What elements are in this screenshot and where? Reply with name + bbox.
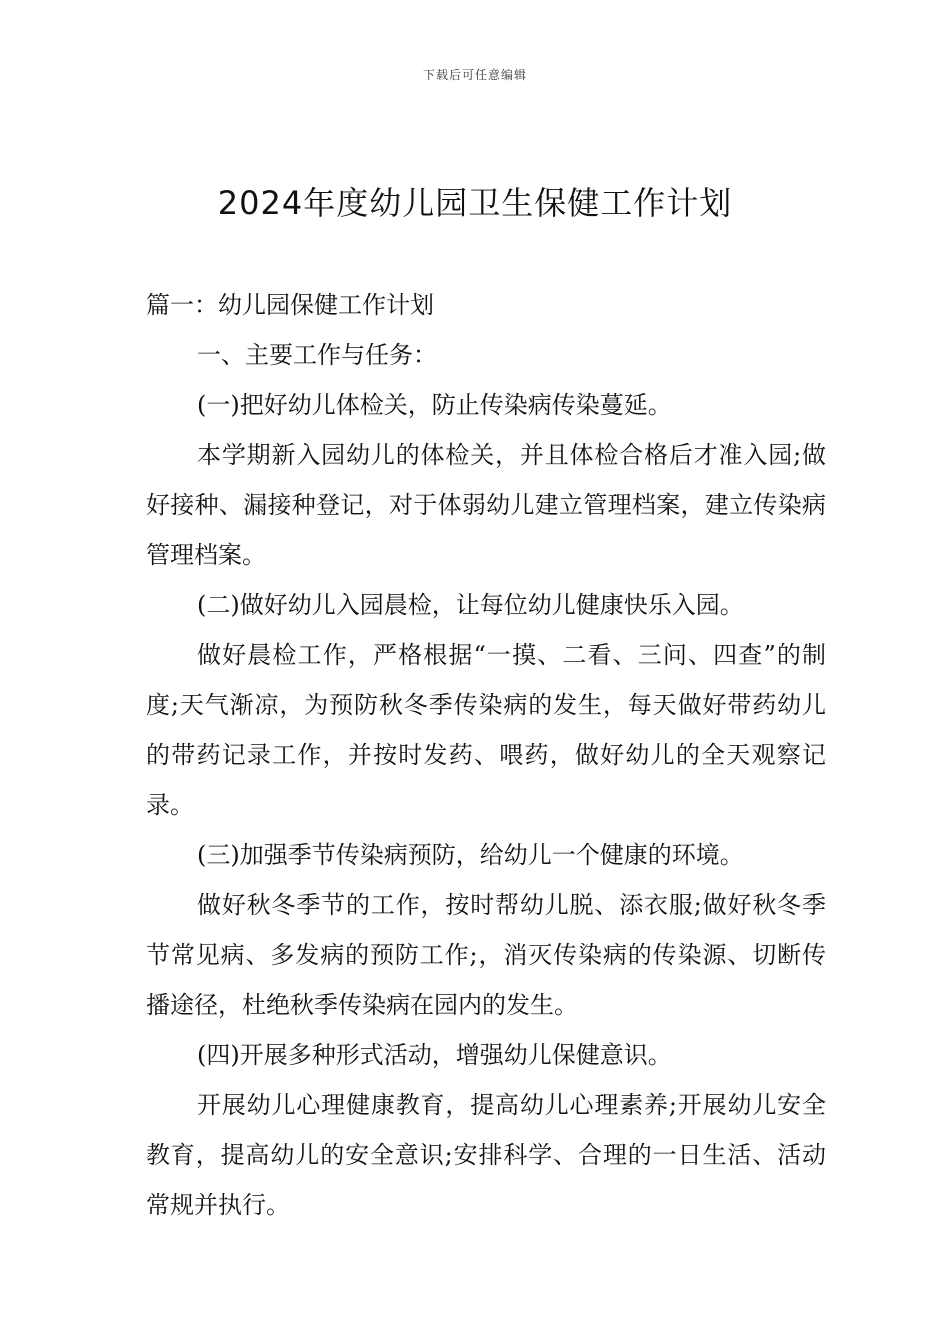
subsection-heading: 一、主要工作与任务： [197, 341, 437, 369]
header-note: 下载后可任意编辑 [422, 68, 527, 82]
task-paragraph-3: 做好秋冬季节的工作，按时帮幼儿脱、添衣服;做好秋冬季节常见病、多发病的预防工作;，消灭传染病的传染源、切断传播途径，杜绝秋季传染病在园内的发生。 [146, 891, 826, 1019]
document-title: 2024年度幼儿园卫生保健工作计划 [217, 184, 733, 222]
task-heading-2: (二)做好幼儿入园晨检，让每位幼儿健康快乐入园。 [197, 591, 744, 619]
section-heading: 篇一：幼儿园保健工作计划 [146, 291, 434, 319]
task-paragraph-2: 做好晨检工作，严格根据“一摸、二看、三问、四查”的制度;天气渐凉，为预防秋冬季传染病的发生，每天做好带药幼儿的带药记录工作，并按时发药、喂药，做好幼儿的全天观察记录。 [146, 641, 826, 819]
task-heading-4: (四)开展多种形式活动，增强幼儿保健意识。 [197, 1041, 672, 1069]
task-heading-3: (三)加强季节传染病预防，给幼儿一个健康的环境。 [197, 841, 744, 869]
task-paragraph-1: 本学期新入园幼儿的体检关，并且体检合格后才准入园;做好接种、漏接种登记，对于体弱幼儿建立管理档案，建立传染病管理档案。 [146, 441, 826, 569]
task-paragraph-4: 开展幼儿心理健康教育，提高幼儿心理素养;开展幼儿安全教育，提高幼儿的安全意识;安排科学、合理的一日生活、活动常规并执行。 [146, 1091, 826, 1219]
document-body [146, 280, 826, 1230]
task-heading-1: (一)把好幼儿体检关，防止传染病传染蔓延。 [197, 391, 672, 419]
